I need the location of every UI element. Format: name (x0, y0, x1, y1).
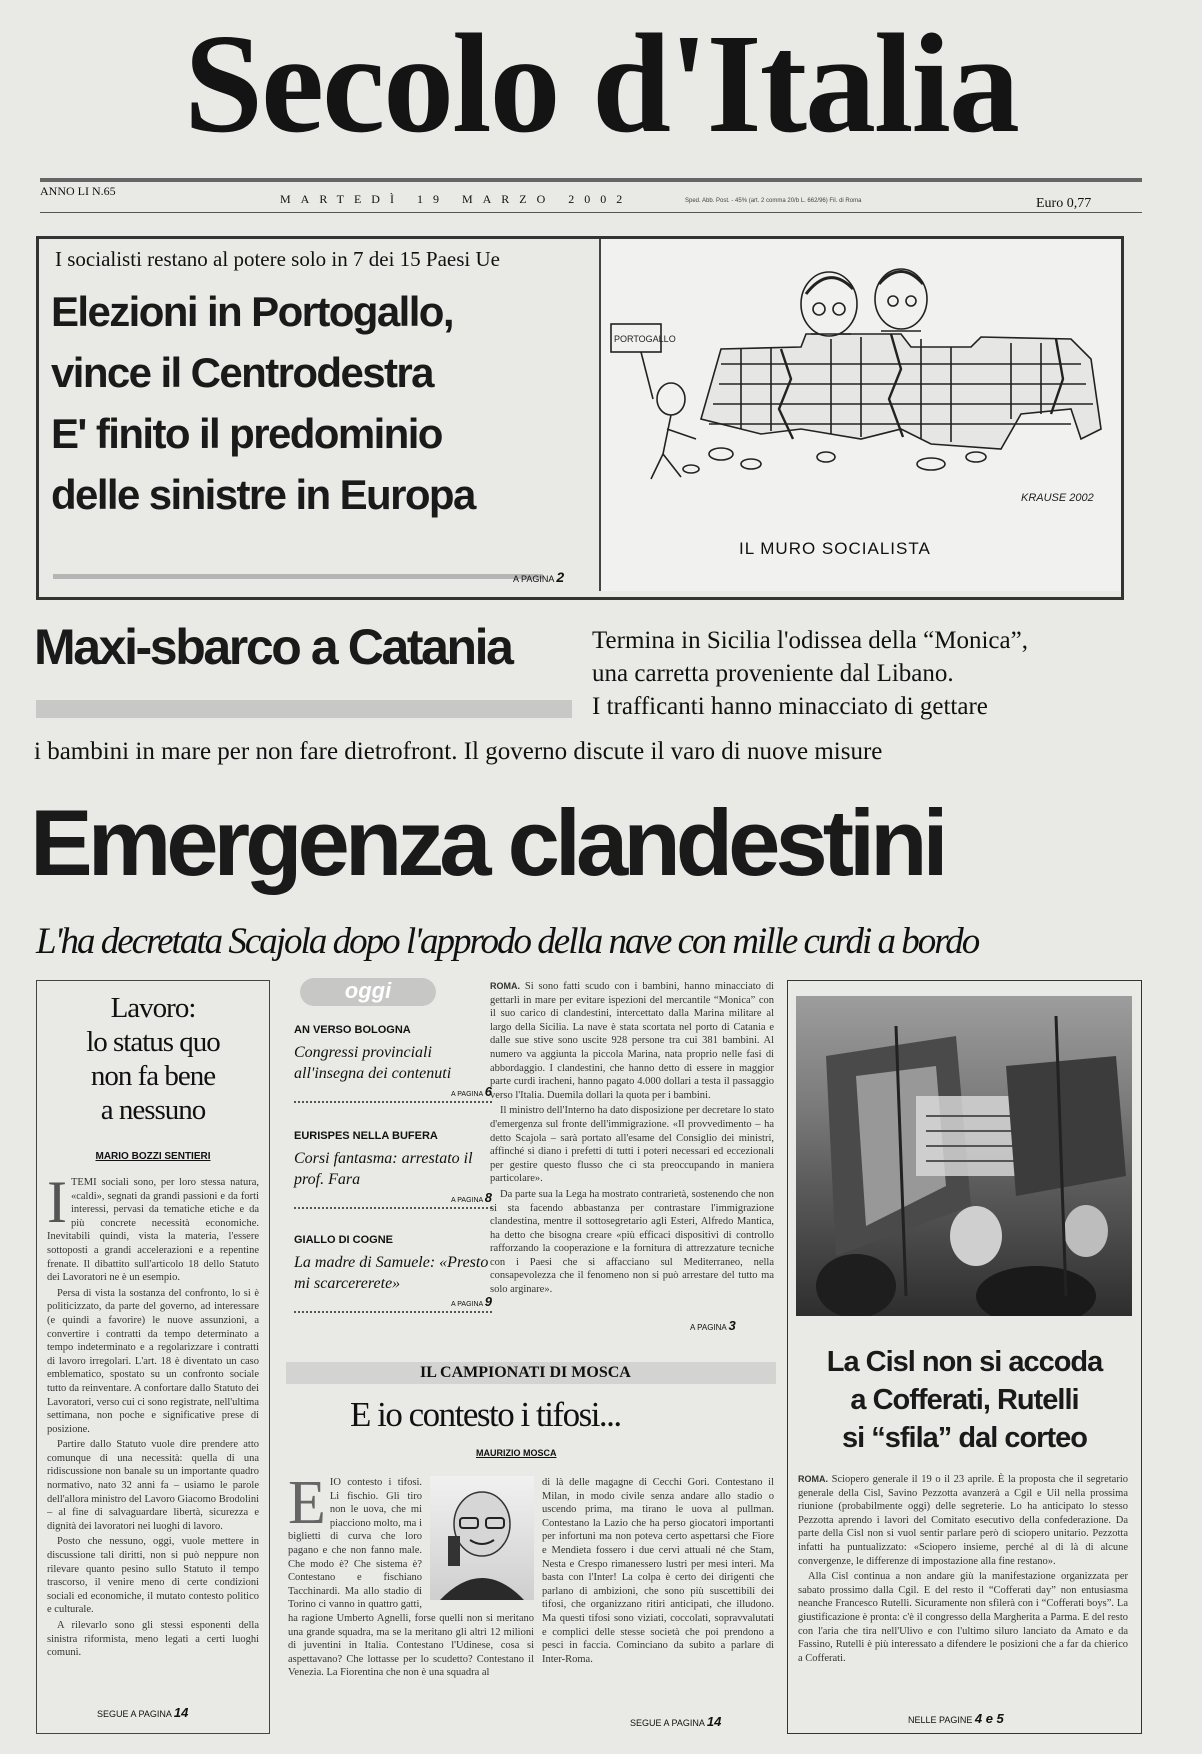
lavoro-title (37, 991, 269, 1127)
lavoro-paragraph: Posto che nessuno, oggi, vuole mettere in discussione tali diritti, non si può neppure non rilevare quanto pesino sullo Statuto il tempo trascorso, il venire meno di certe condizioni sociali ed economiche, il mutato contesto politico e culturale. (47, 1536, 259, 1616)
lead-headline-line: delle sinistre in Europa (51, 471, 475, 518)
continue-number: 14 (706, 1714, 722, 1729)
continue-number: 14 (173, 1705, 189, 1720)
cisl-paragraph-text: Sciopero generale il 19 o il 23 aprile. È la proposta che il segretario generale della Cisl, Savino Pezzotta avanzerà a Cgil e Uil nella prossima riunione (probabilmente oggi) delle segreterie. Lo ha anticipato lo stesso Pezzotta aprendo i lavori del Comitato esecutivo della confederazione. Da parte della Cisl non si vuol sentir parlare però di sciopero unitario. Pezzotta infatti ha puntualizzato: «Sciopero insieme, perché al di là di alcune convergenze, le differenze di impostazione alla fine restano». (798, 1474, 1128, 1567)
roma-dateline: ROMA. (490, 981, 520, 991)
oggi-headline: La madre di Samuele: «Presto mi scarcererete» (294, 1254, 489, 1292)
oggi-ref-label: A PAGINA (451, 1091, 483, 1098)
oggi-divider (294, 1207, 492, 1209)
main-subhead: L'ha decretata Scajola dopo l'approdo della nave con mille curdi a bordo (36, 921, 979, 962)
lavoro-title-line: non fa bene (90, 1060, 216, 1092)
lavoro-author: MARIO BOZZI SENTIERI (95, 1151, 211, 1162)
lead-headline (51, 281, 475, 525)
roma-ref-number: 3 (728, 1318, 736, 1333)
oggi-ref-number: 8 (484, 1190, 492, 1205)
lavoro-title-line: lo status quo (86, 1026, 220, 1058)
roma-paragraph: Il ministro dell'Interno ha dato disposizione per decretare lo stato d'emergenza sul fronte dell'immigrazione. «Il provvedimento – ha detto Scajola – sarà portato all'esame del Consiglio dei ministri, affinché si diano i prefetti di tutti i poteri necessari ed eccezionali per gestire questo flusso che ci sta preoccupando in maniera particolare». (490, 1105, 774, 1185)
oggi-ref-number: 9 (484, 1294, 492, 1309)
masthead-rule (40, 178, 1142, 182)
mosca-paragraph: di là delle magagne di Cecchi Gori. Contestano il Milan, in modo civile senza andare allo stadio o uscendo prima, ma tirano le uova al pullman. Contestano la Lazio che ha perso giocatori importanti per infortuni ma non poteva certo aspettarsi che Fiore e Mendieta fossero i due cervi attuali né che Stam, Nesta e Crespo rimanessero lustri per mesi interi. Ma basta con l'Inter! La colpa è certo dei dirigenti che parlano di ambizioni, che sono più suscettibili dei tifosi, che organizzano ritiri anticipati, che illudono. Ma questi tifosi sono viziati, coccolati, sopravvalutati e complici delle stesse società che poi prendono a pesci in faccia. Cominciano da subito a parlare di Inter-Roma. (542, 1477, 774, 1665)
cisl-ref-label: NELLE PAGINE (908, 1715, 973, 1725)
cisl-headline (788, 1343, 1141, 1457)
roma-paragraph: Da parte sua la Lega ha mostrato contrarietà, sostenendo che non si sta facendo abbastanza per contrastare l'immigrazione clandestina, mentre il sottosegretario agli Esteri, Alfredo Mantica, ha detto che bisogna creare «più efficaci dispositivi di controllo rafforzando la cooperazione e la fornitura di attrezzature tecniche con i Paesi che si affacciano sul Mediterraneo, nella consapevolezza che il fenomeno non si può arrestare del tutto ma solo arginare». (490, 1188, 774, 1296)
lead-headline-line: E' finito il predominio (51, 410, 442, 457)
lavoro-column (36, 980, 270, 1734)
cisl-headline-line: La Cisl non si accoda (826, 1346, 1103, 1378)
lavoro-title-line: a nessuno (100, 1094, 206, 1126)
oggi-kicker: EURISPES NELLA BUFERA (294, 1130, 438, 1142)
lead-ref-rule (53, 574, 543, 579)
lavoro-paragraph: TEMI sociali sono, per loro stessa natura, «caldi», segnati da grandi passioni e da forti interessi, pervasi da tematiche etiche e da più concrete necessità economiche. Inevitabili quindi, vista la materia, l'essere sottoposti a grandi accelerazioni e a repentine frenate. Il dibattito sull'articolo 18 dello Statuto dei Lavoratori ne è un esempio. (47, 1177, 259, 1284)
roma-article (490, 980, 774, 1336)
cisl-dateline: ROMA. (798, 1474, 828, 1484)
roma-paragraph-text: Si sono fatti scudo con i bambini, hanno minacciato di gettarli in mare per evitare ispezioni del mercantile “Monica” con il suo carico di clandestini, intercettato dalla Marina militare al largo della Sicilia. La nave è stata scortata nel porto di Catania e dalle sue stive sono uscite 928 persone tra cui 381 bambini. Al numero va aggiunta la piccola Marina, nata proprio nelle fasi di abbordaggio. I clandestini, che hanno detto di essere in maggior parte curdi iracheni, hanno pagato 4.000 dollari a testa il passaggio verso l'Italia. Duemila dollari la quota per i bambini. (490, 981, 774, 1101)
lavoro-continue[interactable] (97, 1705, 188, 1720)
main-headline: Emergenza clandestini (30, 790, 944, 895)
issue-date: MARTEDÌ 19 MARZO 2002 (280, 192, 633, 206)
cisl-body (798, 1473, 1128, 1705)
cartoon-signature: KRAUSE 2002 (1021, 492, 1094, 504)
cisl-paragraph: Alla Cisl continua a non andare giù la manifestazione organizzata per sabato prossimo dalla Cgil. E del resto il “Cofferati day” non entusiasma neanche Francesco Rutelli. Sicuramente non sfilerà con i “Cofferati boys”. La giustificazione è pronta: c'è il congresso della Margherita a Parma. E del resto con l'aria che tira nell'Ulivo e con l'ultimo siluro lanciato da Amato e da Fassino, Rutelli è più interessato a difendere le posizioni che a far da chierico a Cofferati. (798, 1571, 1128, 1664)
cartoon-frame (599, 239, 1121, 591)
oggi-headline: Corsi fantasma: arrestato il prof. Fara (294, 1150, 473, 1188)
mosca-kicker: IL CAMPIONATI DI MOSCA (420, 1364, 631, 1381)
cisl-headline-line: si “sfila” dal corteo (842, 1422, 1087, 1454)
page-ref-number: 2 (556, 569, 565, 585)
mosca-continue[interactable] (630, 1714, 721, 1729)
catania-rule (36, 700, 572, 718)
page-ref-label: A PAGINA (513, 574, 554, 584)
mosca-author: MAURIZIO MOSCA (476, 1448, 557, 1458)
catania-deck-line: una carretta proveniente dal Libano. (592, 660, 954, 687)
lead-headline-line: Elezioni in Portogallo, (51, 288, 453, 335)
lavoro-paragraph: A rilevarlo sono gli stessi esponenti della sinistra riformista, meno legati a certi luoghi comuni. (47, 1620, 259, 1659)
lead-box (36, 236, 1124, 600)
drop-cap: E (288, 1476, 326, 1537)
drop-cap: I (47, 1176, 67, 1235)
issue-number: ANNO LI N.65 (40, 184, 116, 198)
price: Euro 0,77 (1036, 196, 1092, 211)
oggi-kicker: GIALLO DI COGNE (294, 1234, 393, 1246)
mosca-headline: E io contesto i tifosi... (350, 1395, 621, 1434)
lavoro-title-line: Lavoro: (110, 992, 196, 1024)
cartoon-caption: IL MURO SOCIALISTA (739, 539, 931, 558)
mosca-paragraph: IO contesto i tifosi. Li fischio. Gli tiro non le uova, che mi piacciono molto, ma i biglietti di curva che loro pagano e che non fanno male. Che modo è? Che sistema è? Contestano e fischiano Tacchinardi. Ma allo stadio di Torino ci vanno in quattro gatti, ha ragione Umberto Agnelli, forse quelli non si meritano una grande squadra, ma se la meritano gli altri 12 milioni di juventini in Italia. Contestano l'Udinese, cosa si aspettavano? Che lottasse per lo scudetto? Contestano il Venezia. La Fiorentina che non è una squadra al (288, 1477, 534, 1679)
oggi-item[interactable] (294, 1130, 492, 1209)
cisl-paragraph (798, 1473, 1128, 1568)
roma-ref-label: A PAGINA (690, 1323, 727, 1332)
oggi-ref (294, 1294, 492, 1309)
oggi-ref (294, 1084, 492, 1099)
cisl-photo (796, 996, 1132, 1316)
mosca-photo (430, 1476, 534, 1600)
oggi-box (286, 978, 492, 1330)
catania-deck (592, 624, 1028, 723)
catania-deck-line: I trafficanti hanno minacciato di gettare (592, 693, 988, 720)
catania-deck-line: Termina in Sicilia l'odissea della “Monica”, (592, 627, 1028, 654)
oggi-ref-label: A PAGINA (451, 1197, 483, 1204)
oggi-headline: Congressi provinciali all'insegna dei contenuti (294, 1044, 452, 1082)
info-rule (40, 212, 1142, 213)
continue-label: SEGUE A PAGINA (97, 1709, 172, 1719)
continue-label: SEGUE A PAGINA (630, 1718, 705, 1728)
catania-deck-full: i bambini in mare per non fare dietrofront. Il governo discute il varo di nuove misure (34, 738, 883, 765)
cartoon-sign: PORTOGALLO (614, 334, 676, 344)
crowd-photo-illustration (796, 996, 1132, 1316)
mosca-col2 (542, 1476, 774, 1712)
cisl-headline-line: a Cofferati, Rutelli (850, 1384, 1079, 1416)
oggi-ref-number: 6 (484, 1084, 492, 1099)
lavoro-paragraph: Partire dallo Statuto vuole dire prendere atto comunque di una necessità: quella di una ridiscussione non banale su un importante quadro normativo, nato 32 anni fa – usiamo le parole dell'allora ministro del Lavoro Giacomo Brodolini – al fine di salvaguardare libertà, sicurezza e dignità dei lavoratori nei luoghi di lavoro. (47, 1439, 259, 1532)
mosca-col1 (288, 1476, 534, 1712)
postal-info: Sped. Abb. Post. - 45% (art. 2 comma 20/b L. 662/96) Fil. di Roma (685, 198, 862, 204)
catania-headline: Maxi-sbarco a Catania (34, 619, 512, 675)
lead-page-ref (513, 569, 564, 585)
oggi-ref (294, 1190, 492, 1205)
oggi-item[interactable] (294, 1024, 492, 1103)
roma-page-ref[interactable] (690, 1318, 736, 1333)
masthead-title: Secolo d'Italia (184, 4, 1018, 162)
cisl-page-ref[interactable] (908, 1711, 1004, 1726)
roma-paragraph (490, 980, 774, 1102)
oggi-divider (294, 1101, 492, 1103)
oggi-item[interactable] (294, 1234, 492, 1313)
lead-kicker: I socialisti restano al potere solo in 7 dei 15 Paesi Ue (55, 247, 500, 271)
oggi-kicker: AN VERSO BOLOGNA (294, 1024, 411, 1036)
oggi-ref-label: A PAGINA (451, 1301, 483, 1308)
lead-headline-line: vince il Centrodestra (51, 349, 433, 396)
oggi-label: oggi (300, 978, 436, 1006)
lavoro-paragraph: Persa di vista la sostanza del confronto, lo si è politicizzato, da parte del governo, ad interessare (e quindi a favorire) le nuove assunzioni, a convertire i contratti da tempo determinato a tempo indeterminato e a regolarizzare i contratti di lavoro irregolari. L'art. 18 è diventato un caso emblematico, spostato su un confronto sociale tutto da reinventare. A confortare dallo Statuto dei Lavoratori, verso cui ci sono registrate, nell'ultima settimana, non poche e significative prese di posizione. (47, 1287, 259, 1435)
author-portrait-illustration (430, 1476, 534, 1600)
oggi-divider (294, 1311, 492, 1313)
cisl-box (787, 980, 1142, 1734)
lavoro-body (47, 1176, 259, 1696)
cisl-ref-numbers: 4 e 5 (974, 1711, 1004, 1726)
